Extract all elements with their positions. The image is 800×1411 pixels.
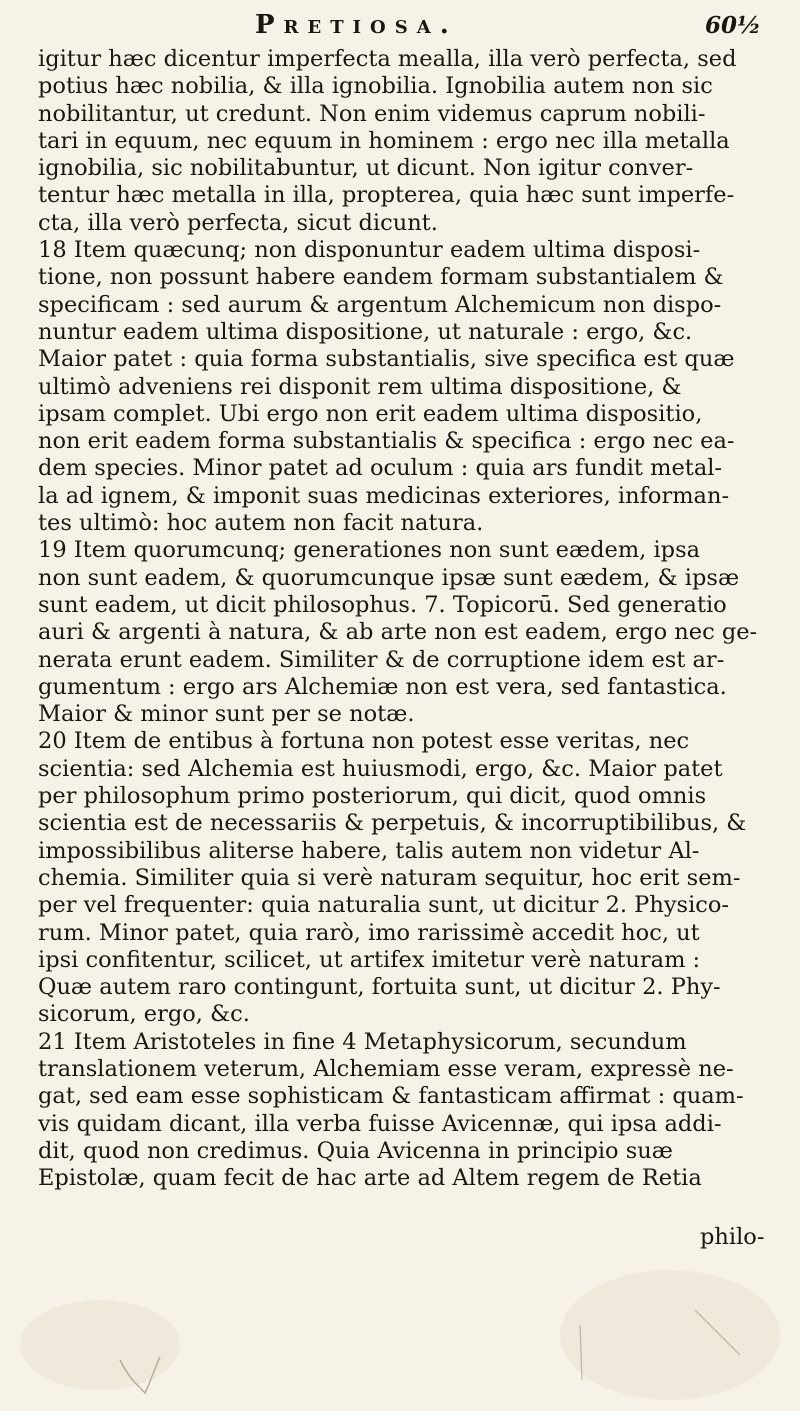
text-line: auri & argenti à natura, & ab arte non est eadem, ergo nec ge- [38, 619, 758, 646]
text-line: Quæ autem raro contingunt, fortuita sunt, ut dicitur 2. Phy- [38, 974, 721, 1001]
text-line: tione, non possunt habere eandem formam substantialem & [38, 264, 724, 291]
text-line: sunt eadem, ut dicit philosophus. 7. Topicorū. Sed generatio [38, 591, 727, 618]
running-head-title: Pretiosa. [255, 10, 458, 40]
page-number: 60½ [705, 12, 761, 39]
text-line: per philosophum primo posteriorum, qui dicit, quod omnis [38, 783, 707, 810]
text-line: igitur hæc dicentur imperfecta mealla, illa verò perfecta, sed [38, 46, 737, 72]
text-line: scientia est de necessariis & perpetuis, & incorruptibilibus, & [38, 810, 747, 837]
catchword: philo- [700, 1224, 765, 1250]
pencil-mark-icon [690, 1300, 750, 1360]
text-line: translationem veterum, Alchemiam esse veram, expressè ne- [38, 1055, 734, 1082]
text-line: nerata erunt eadem. Similiter & de corruptione idem est ar- [38, 646, 725, 673]
text-line: chemia. Similiter quia si verè naturam sequitur, hoc erit sem- [38, 864, 741, 891]
text-line: potius hæc nobilia, & illa ignobilia. Ignobilia autem non sic [38, 73, 713, 100]
text-line: nobilitantur, ut credunt. Non enim videmus caprum nobili- [38, 100, 706, 127]
text-line: dem species. Minor patet ad oculum : quia ars fundit metal- [38, 455, 723, 482]
text-line: specificam : sed aurum & argentum Alchemicum non dispo- [38, 291, 722, 318]
text-line: tari in equum, nec equum in hominem : ergo nec illa metalla [38, 127, 730, 154]
text-line: 19 Item quorumcunq; generationes non sunt eædem, ipsa [38, 537, 701, 564]
text-line: cta, illa verò perfecta, sicut dicunt. [38, 209, 438, 236]
text-line: 21 Item Aristoteles in fine 4 Metaphysicorum, secundum [38, 1028, 687, 1055]
text-line: non erit eadem forma substantialis & specifica : ergo nec ea- [38, 428, 735, 455]
text-line: Maior patet : quia forma substantialis, sive specifica est quæ [38, 346, 735, 373]
text-line: per vel frequenter: quia naturalia sunt, ut dicitur 2. Physico- [38, 892, 730, 919]
text-line: nuntur eadem ultima dispositione, ut naturale : ergo, &c. [38, 318, 693, 345]
text-line: tentur hæc metalla in illa, propterea, quia hæc sunt imperfe- [38, 182, 735, 209]
text-line: la ad ignem, & imponit suas medicinas exteriores, informan- [38, 482, 730, 509]
text-line: vis quidam dicant, illa verba fuisse Avicennæ, qui ipsa addi- [38, 1110, 722, 1137]
text-line: ultimò adveniens rei disponit rem ultima dispositione, & [38, 373, 682, 400]
text-line: impossibilibus aliterse habere, talis autem non videtur Al- [38, 837, 700, 864]
text-line: ignobilia, sic nobilitabuntur, ut dicunt. Non igitur conver- [38, 155, 694, 182]
text-line: rum. Minor patet, quia rarò, imo rarissimè accedit hoc, ut [38, 919, 700, 946]
text-line: 20 Item de entibus à fortuna non potest esse veritas, nec [38, 728, 690, 755]
pencil-mark-icon [560, 1320, 600, 1390]
running-head [0, 8, 800, 48]
text-line: ipsam complet. Ubi ergo non erit eadem ultima dispositio, [38, 400, 703, 427]
text-line: non sunt eadem, & quorumcunque ipsæ sunt eædem, & ipsæ [38, 564, 740, 591]
text-line: tes ultimò: hoc autem non facit natura. [38, 510, 484, 537]
text-line: scientia: sed Alchemia est huiusmodi, ergo, &c. Maior patet [38, 755, 723, 782]
text-line: gumentum : ergo ars Alchemiæ non est vera, sed fantastica. [38, 673, 727, 700]
text-line: gat, sed eam esse sophisticam & fantasticam affirmat : quam- [38, 1083, 744, 1110]
text-line: sicorum, ergo, &c. [38, 1001, 250, 1028]
text-line: dit, quod non credimus. Quia Avicenna in principio suæ [38, 1137, 673, 1164]
body-text [38, 46, 790, 1192]
text-line: 18 Item quæcunq; non disponuntur eadem ultima disposi- [38, 237, 701, 264]
pencil-mark-icon [110, 1345, 170, 1405]
text-line: Maior & minor sunt per se notæ. [38, 701, 415, 728]
text-line: ipsi confitentur, scilicet, ut artifex imitetur verè naturam : [38, 946, 701, 973]
text-line: Epistolæ, quam fecit de hac arte ad Altem regem de Retia [38, 1165, 702, 1192]
